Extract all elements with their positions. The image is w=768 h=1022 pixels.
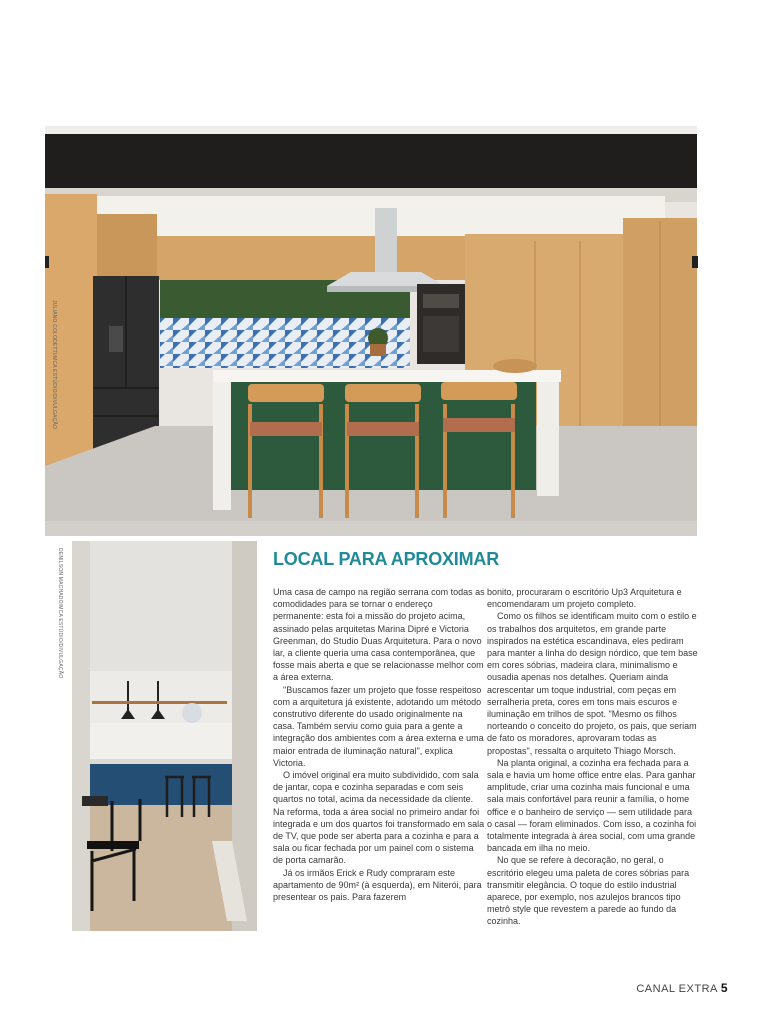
paragraph: Já os irmãos Erick e Rudy compraram este apartamento de 90m² (à esquerda), em Niterói, para presentear os pais. Para fazerem [273, 867, 482, 903]
edge-mark-left [45, 256, 49, 268]
paragraph: O imóvel original era muito subdividido, com sala de jantar, copa e cozinha separadas e com seis quartos no total, acima da necessidade da cliente. Na reforma, toda a área social no primeiro andar foi integrada e um dos quartos foi transformado em sala de TV, que pode ser aberta para a cozinha e para a sala ou ficar fechada por um painel com o sistema de porta camarão. [273, 770, 485, 866]
apartment-illustration [72, 541, 257, 931]
kitchen-illustration [45, 126, 697, 536]
page-footer [636, 981, 728, 995]
article-column-right [487, 586, 699, 928]
paragraph: "Buscamos fazer um projeto que fosse respeitoso com a arquitetura já existente, adotando um método construtivo diferente do usado originalmente na casa. Também serviu como guia para a gente a integração dos ambientes com a área externa e uma maior entrada de iluminação natural", explica Victoria. [273, 684, 484, 768]
paragraph: bonito, procuraram o escritório Up3 Arquitetura e encomendaram um projeto completo. [487, 587, 682, 610]
section-title: LOCAL PARA APROXIMAR [273, 549, 500, 569]
magazine-name: CANAL EXTRA [636, 983, 718, 995]
paragraph: No que se refere à decoração, no geral, o escritório elegeu uma paleta de cores sóbrias para transmitir elegância. O toque do estilo industrial aparece, por exemplo, nos azulejos brancos tipo metrô style que revestem a parede ao fundo da cozinha. [487, 855, 690, 927]
paragraph: Na planta original, a cozinha era fechada para a sala e havia um home office entre elas. Para ganhar amplitude, criar uma cozinha mais funcional e uma sala mais confortável para reunir a família, o home office e o banheiro de serviço — sem utilidade para o casal — foram eliminados. Com isso, a cozinha foi totalmente integrada à área social, com uma grande bancada em ilha no meio. [487, 757, 697, 854]
article-column-left [273, 586, 485, 903]
photo-credit-second: DENILSON MACHADO/MCA ESTÚDIO/DIVULGAÇÃO [57, 548, 63, 679]
edge-mark-right [692, 256, 698, 268]
kitchen-main-photo [45, 126, 697, 536]
paragraph: Como os filhos se identificam muito com o estilo e os trabalhos dos arquitetos, em grande parte inspirados na estética escandinava, eles pediram para manter a linha do design nórdico, que tem base em cores sóbrias, madeira clara, minimalismo e ousadia apenas nos detalhes. Queriam ainda acrescentar um toque industrial, com peças em serralheria preta, cores em tons mais escuros e iluminação em trilhos de spot. "Mesmo os filhos norteando o conceito do projeto, os pais, que seriam de fato os moradores, aprovaram todas as propostas", ressalta o arquiteto Thiago Morsch. [487, 611, 698, 756]
apartment-kitchen-photo [72, 541, 257, 931]
paragraph: Uma casa de campo na região serrana com todas as comodidades para se tornar o endereço permanente: esta foi a missão do projeto acima, assinado pelas arquitetas Marina Dipré e Victoria Greenman, do Studio Duas Arquitetura. Para o novo lar, a cliente queria uma casa contemporânea, que fosse mais aberta e que se relacionasse melhor com a área externa. [273, 587, 485, 683]
page-number: 5 [720, 981, 728, 995]
photo-credit-main: JULIANO COLODETTI/MCA ESTÚDIO/DIVULGAÇÃO [51, 300, 57, 430]
